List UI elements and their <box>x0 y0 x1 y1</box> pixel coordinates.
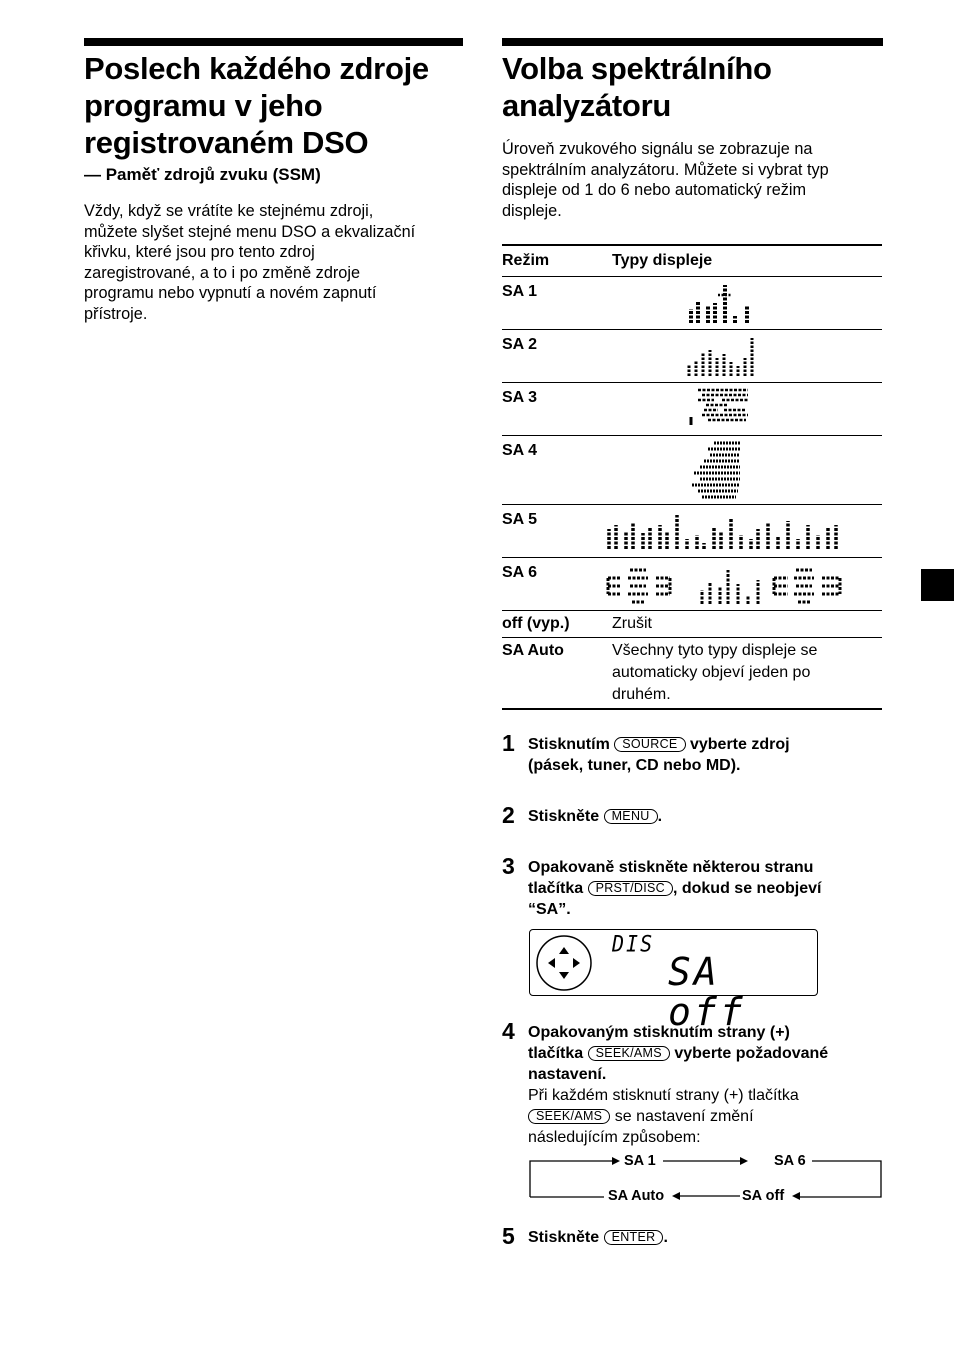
sa2-ramp-icon <box>686 336 756 376</box>
sa3-horizontal-icon <box>688 387 752 429</box>
left-title <box>84 50 474 161</box>
sa5-wide-bars-icon <box>606 513 842 549</box>
step-text-part: tlačítka <box>528 880 584 897</box>
step-text-part: nastavení. <box>528 1066 607 1083</box>
step-text-part: vyberte požadované <box>674 1045 829 1062</box>
right-title-rule <box>502 38 883 46</box>
table-row-off <box>502 611 882 638</box>
right-intro <box>502 139 882 221</box>
right-title-line: Volba spektrálního <box>502 51 772 86</box>
step-number: 1 <box>502 730 515 756</box>
row-mode: off (vyp.) <box>502 615 570 632</box>
seek-ams-key: SEEK/AMS <box>588 1046 670 1061</box>
left-title-rule <box>84 38 463 46</box>
step-text-part: , dokud se neobjeví <box>672 880 822 897</box>
table-row-sa2 <box>502 330 882 383</box>
desc-line: Všechny tyto typy displeje se <box>612 642 818 659</box>
step-text-part: . <box>663 1229 668 1246</box>
lcd-small-text: DIS <box>612 930 655 958</box>
table-row-sa1 <box>502 277 882 330</box>
row-desc <box>612 640 817 706</box>
step-text-part: Opakovaně stiskněte některou stranu <box>528 859 814 876</box>
step-number: 5 <box>502 1223 515 1249</box>
thumb-index-tab <box>921 569 954 601</box>
directional-pad-icon <box>534 933 594 993</box>
step-note: následujícím způsobem: <box>528 1129 701 1146</box>
row-desc: Zrušit <box>612 615 652 632</box>
cycle-label-sa-off: SA off <box>742 1188 785 1204</box>
step-text-part: Opakovaným stisknutím strany (+) <box>528 1024 790 1041</box>
left-title-line: programu v jeho <box>84 88 323 123</box>
table-row-auto <box>502 638 882 710</box>
table-row-sa3 <box>502 383 882 436</box>
body-line: zaregistrované, a to i po změně zdroje <box>84 263 361 282</box>
cycle-label-sa6: SA 6 <box>774 1153 806 1169</box>
left-subtitle: — Paměť zdrojů zvuku (SSM) <box>84 165 321 184</box>
table-row-sa5 <box>502 505 882 558</box>
step-note: se nastavení změní <box>614 1108 754 1125</box>
step-text-part: Stiskněte <box>528 808 600 825</box>
sa4-stack-icon <box>690 440 742 500</box>
step-number: 3 <box>502 853 515 879</box>
header-mode: Režim <box>502 252 550 269</box>
cycle-diagram <box>528 1152 884 1200</box>
step-text-part: tlačítka <box>528 1045 584 1062</box>
body-line: můžete slyšet stejné menu DSO a ekvalizační <box>84 222 416 241</box>
step-text-part: (pásek, tuner, CD nebo MD). <box>528 757 741 774</box>
cycle-label-sa-auto: SA Auto <box>608 1188 665 1204</box>
step-text <box>528 734 790 776</box>
body-line: Vždy, když se vrátíte ke stejnému zdroji, <box>84 202 374 220</box>
source-key: SOURCE <box>614 737 685 752</box>
row-mode: SA 4 <box>502 442 537 459</box>
row-mode: SA 3 <box>502 389 537 406</box>
step-number: 2 <box>502 802 515 828</box>
prst-disc-key: PRST/DISC <box>588 881 673 896</box>
left-body <box>84 201 464 324</box>
body-line: přístroje. <box>84 304 148 323</box>
table-row-sa6 <box>502 558 882 611</box>
body-line: křivku, které jsou pro tento zdroj <box>84 243 315 261</box>
step-note: Při každém stisknutí strany (+) tlačítka <box>528 1087 799 1104</box>
step-text <box>528 857 821 920</box>
desc-line: automaticky objeví jeden po <box>612 664 811 681</box>
row-mode: SA 2 <box>502 336 537 353</box>
display-types-table <box>502 244 882 709</box>
intro-line: displeje. <box>502 201 562 220</box>
right-title <box>502 50 892 124</box>
step-text-part: Stiskněte <box>528 1229 600 1246</box>
step-text-part: vyberte zdroj <box>689 736 790 753</box>
step-text <box>528 1022 828 1148</box>
step-text <box>528 806 662 827</box>
seek-ams-key: SEEK/AMS <box>528 1109 610 1124</box>
sa1-bars-icon <box>688 283 752 323</box>
step-number: 4 <box>502 1018 515 1044</box>
table-header-row <box>502 246 882 277</box>
intro-line: Úroveň zvukového signálu se zobrazuje na <box>502 140 813 158</box>
intro-line: spektrálním analyzátoru. Můžete si vybrat typ <box>502 160 829 179</box>
body-line: programu nebo vypnutí a novém zapnutí <box>84 284 377 302</box>
table-row-sa4 <box>502 436 882 505</box>
left-title-line: Poslech každého zdroje <box>84 51 429 86</box>
left-title-line: registrovaném DSO <box>84 125 369 160</box>
sa6-mixed-icon <box>606 564 844 604</box>
header-types: Typy displeje <box>612 252 713 269</box>
cycle-label-sa1: SA 1 <box>624 1153 656 1169</box>
right-title-line: analyzátoru <box>502 88 671 123</box>
enter-key: ENTER <box>604 1230 664 1245</box>
row-mode: SA Auto <box>502 642 564 659</box>
step-text-part: Stisknutím <box>528 736 610 753</box>
row-mode: SA 5 <box>502 511 537 528</box>
step-text-part: . <box>657 808 663 825</box>
lcd-large-text: SA off <box>668 950 746 1034</box>
intro-line: displeje od 1 do 6 nebo automatický režim <box>502 181 807 199</box>
step-text <box>528 1227 668 1248</box>
step-text-part: “SA”. <box>528 901 571 918</box>
menu-key: MENU <box>604 809 658 824</box>
row-mode: SA 6 <box>502 564 537 581</box>
desc-line: druhém. <box>612 686 671 703</box>
row-mode: SA 1 <box>502 283 537 300</box>
